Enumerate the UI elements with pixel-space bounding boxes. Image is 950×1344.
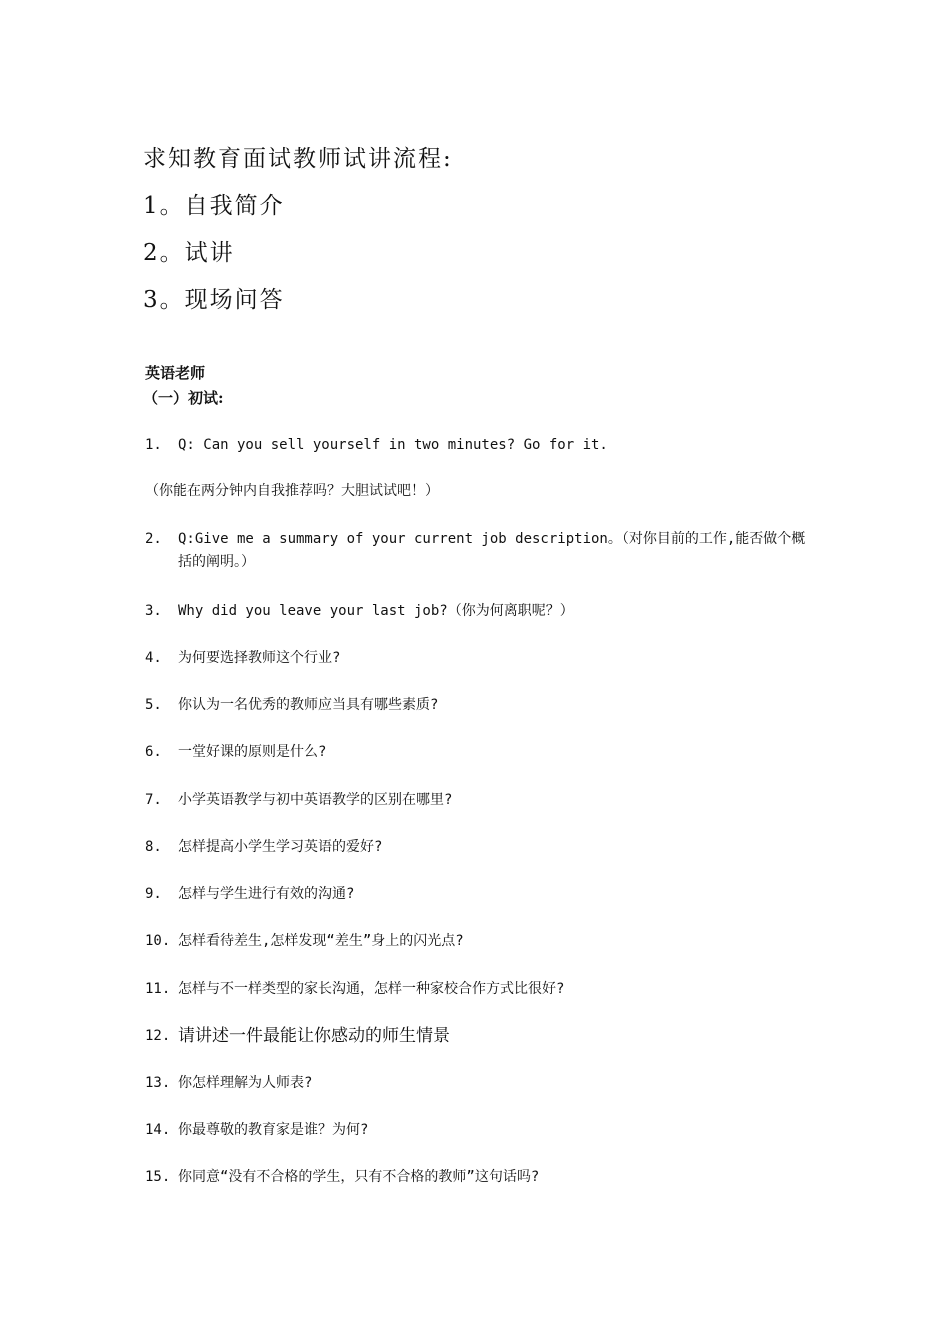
question-text: 你同意“没有不合格的学生，只有不合格的教师”这句话吗?: [178, 1169, 540, 1185]
process-step-1: 1。自我简介: [143, 193, 285, 219]
question-item: [145, 1023, 815, 1049]
question-number: 15.: [145, 1169, 171, 1185]
question-text: 请讲述一件最能让你感动的师生情景: [178, 1026, 450, 1046]
question-number: 8.: [145, 839, 162, 855]
question-text: Why did you leave your last job?（你为何离职呢？）: [178, 603, 574, 619]
question-item: [145, 1072, 815, 1095]
question-number: 4.: [145, 650, 162, 666]
question-item: [145, 741, 815, 764]
question-number: 13.: [145, 1075, 171, 1091]
question-text: 怎样提高小学生学习英语的爱好?: [178, 839, 383, 855]
question-item: [145, 930, 815, 953]
question-text: 你怎样理解为人师表?: [178, 1075, 313, 1091]
question-item: [145, 694, 815, 717]
question-number: 1.: [145, 437, 162, 453]
question-item: [145, 978, 815, 1001]
question-number: 10.: [145, 933, 171, 949]
question-item: [145, 836, 815, 859]
question-item: [145, 528, 815, 574]
question-text: 怎样看待差生,怎样发现“差生”身上的闪光点?: [178, 933, 464, 949]
question-item: [145, 1119, 815, 1142]
question-text: 你最尊敬的教育家是谁？为何?: [178, 1122, 369, 1138]
question-text: Q:Give me a summary of your current job description。（对你目前的工作,能否做个概括的阐明。）: [178, 531, 806, 570]
process-step-3: 3。现场问答: [143, 287, 285, 313]
question-number: 9.: [145, 886, 162, 902]
section-title: 英语老师: [145, 364, 206, 382]
question-number: 7.: [145, 792, 162, 808]
question-item: [145, 883, 815, 906]
question-translation: （你能在两分钟内自我推荐吗？大胆试试吧！）: [145, 483, 439, 499]
question-number: 12.: [145, 1028, 171, 1044]
section-subtitle: （一）初试:: [143, 389, 224, 407]
question-text: Q: Can you sell yourself in two minutes? Go for it.: [178, 437, 608, 453]
question-item: [145, 434, 815, 457]
question-number: 14.: [145, 1122, 171, 1138]
question-text: 怎样与学生进行有效的沟通?: [178, 886, 355, 902]
question-number: 2.: [145, 531, 162, 547]
page-title: 求知教育面试教师试讲流程:: [143, 146, 453, 172]
question-number: 11.: [145, 981, 171, 997]
question-number: 3.: [145, 603, 162, 619]
question-item: [145, 647, 815, 670]
question-item: [145, 1166, 815, 1189]
process-step-2: 2。试讲: [143, 240, 235, 266]
question-number: 5.: [145, 697, 162, 713]
question-text: 一堂好课的原则是什么?: [178, 744, 327, 760]
question-number: 6.: [145, 744, 162, 760]
question-text: 为何要选择教师这个行业?: [178, 650, 341, 666]
question-item: [145, 789, 815, 812]
question-text: 怎样与不一样类型的家长沟通，怎样一种家校合作方式比很好?: [178, 981, 565, 997]
question-item: [145, 600, 815, 623]
question-text: 你认为一名优秀的教师应当具有哪些素质?: [178, 697, 439, 713]
question-text: 小学英语教学与初中英语教学的区别在哪里?: [178, 792, 453, 808]
